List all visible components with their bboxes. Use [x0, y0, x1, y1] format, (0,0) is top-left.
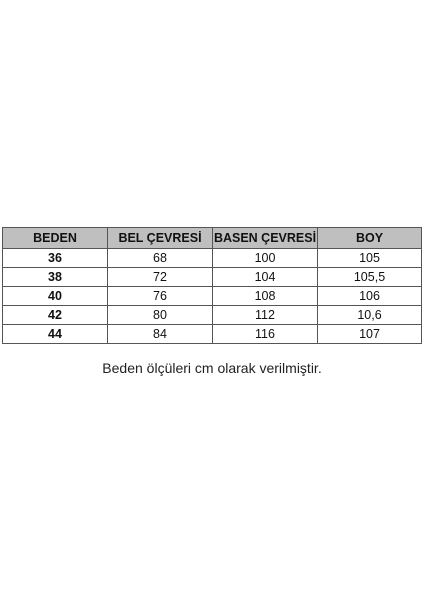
- table-row: [3, 306, 422, 325]
- hip-cell: 104: [213, 268, 318, 287]
- table-row: [3, 287, 422, 306]
- waist-cell: 80: [108, 306, 213, 325]
- waist-cell: 68: [108, 249, 213, 268]
- hip-cell: 108: [213, 287, 318, 306]
- hip-cell: 112: [213, 306, 318, 325]
- table-row: [3, 249, 422, 268]
- header-boy: BOY: [318, 228, 422, 249]
- length-cell: 105,5: [318, 268, 422, 287]
- size-cell: 40: [3, 287, 108, 306]
- table-row: [3, 325, 422, 344]
- length-cell: 107: [318, 325, 422, 344]
- header-basen-cevresi: BASEN ÇEVRESİ: [213, 228, 318, 249]
- waist-cell: 84: [108, 325, 213, 344]
- table-row: [3, 268, 422, 287]
- header-beden: BEDEN: [3, 228, 108, 249]
- measurement-note: Beden ölçüleri cm olarak verilmiştir.: [102, 360, 322, 376]
- table-header-row: [3, 228, 422, 249]
- hip-cell: 100: [213, 249, 318, 268]
- header-bel-cevresi: BEL ÇEVRESİ: [108, 228, 213, 249]
- hip-cell: 116: [213, 325, 318, 344]
- waist-cell: 76: [108, 287, 213, 306]
- size-cell: 42: [3, 306, 108, 325]
- size-chart-table: [2, 227, 422, 344]
- length-cell: 10,6: [318, 306, 422, 325]
- size-cell: 38: [3, 268, 108, 287]
- waist-cell: 72: [108, 268, 213, 287]
- size-cell: 36: [3, 249, 108, 268]
- length-cell: 105: [318, 249, 422, 268]
- length-cell: 106: [318, 287, 422, 306]
- size-cell: 44: [3, 325, 108, 344]
